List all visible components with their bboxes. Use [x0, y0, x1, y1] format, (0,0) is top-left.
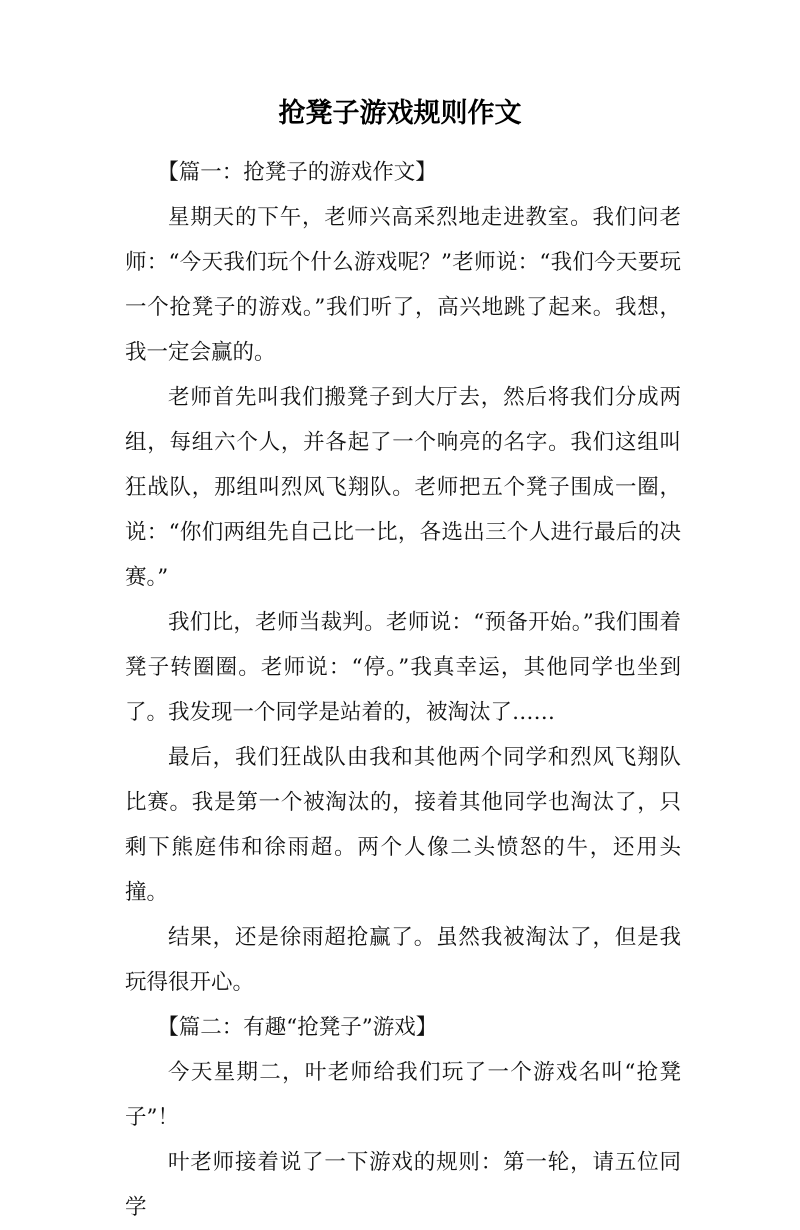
paragraph: 我们比，老师当裁判。老师说：“预备开始。”我们围着凳子转圈圈。老师说：“停。”我真幸运，其他同学也坐到了。我发现一个同学是站着的，被淘汰了…… [125, 610, 681, 725]
paragraph: 老师首先叫我们搬凳子到大厅去，然后将我们分成两组，每组六个人，并各起了一个响亮的名字。我们这组叫狂战队，那组叫烈风飞翔队。老师把五个凳子围成一圈，说：“你们两组先自己比一比，各选出三个人进行最后的决赛。” [125, 385, 681, 590]
paragraph: 星期天的下午，老师兴高采烈地走进教室。我们问老师：“今天我们玩个什么游戏呢？”老师说：“我们今天要玩一个抢凳子的游戏。”我们听了，高兴地跳了起来。我想，我一定会赢的。 [125, 205, 681, 365]
section-heading-2: 【篇二：有趣“抢凳子”游戏】 [157, 1015, 438, 1040]
document-title: 抢凳子游戏规则作文 [278, 98, 522, 129]
paragraph: 叶老师接着说了一下游戏的规则：第一轮，请五位同学 [125, 1150, 681, 1220]
paragraph: 最后，我们狂战队由我和其他两个同学和烈风飞翔队比赛。我是第一个被淘汰的，接着其他同学也淘汰了，只剩下熊庭伟和徐雨超。两个人像二头愤怒的牛，还用头撞。 [125, 745, 681, 905]
document-body [125, 150, 681, 1230]
section-heading-1: 【篇一：抢凳子的游戏作文】 [157, 160, 437, 185]
paragraph: 今天星期二，叶老师给我们玩了一个游戏名叫“抢凳子”！ [125, 1060, 681, 1130]
paragraph: 结果，还是徐雨超抢赢了。虽然我被淘汰了，但是我玩得很开心。 [125, 925, 681, 995]
